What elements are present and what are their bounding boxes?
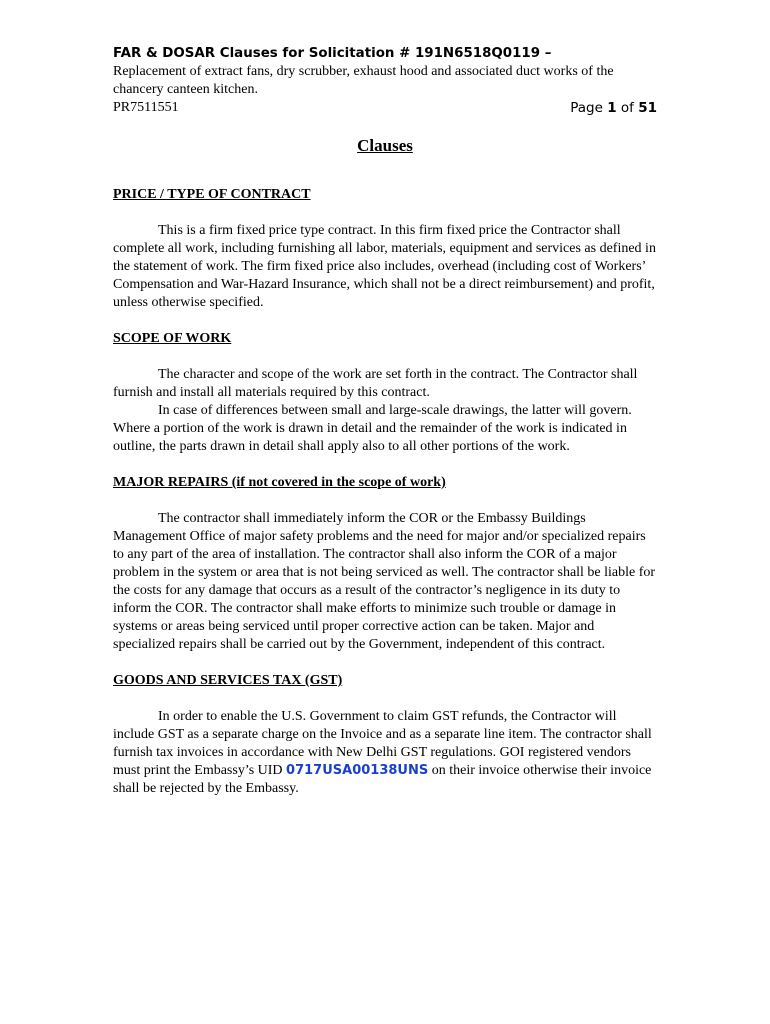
page-total: 51 [638, 100, 657, 116]
gst-text-before: In order to enable the U.S. Government to claim GST refunds, the Contractor will include GST as a separate charge on the Invoice and as a separate line item. The contractor shall furnish tax invoices in accordance with New Delhi GST regulations. GOI registered vendors must print the Embassy’s UID [113, 709, 652, 778]
embassy-uid: 0717USA00138UNS [286, 763, 429, 778]
document-title: Clauses [357, 136, 413, 155]
paragraph-scope-2: In case of differences between small and large-scale drawings, the latter will govern. Where a portion of the work is drawn in detail and the remainder of the work is indicated in outline, the parts drawn in detail shall apply also to all other portions of the work. [113, 403, 632, 454]
section-heading-gst: GOODS AND SERVICES TAX (GST) [113, 673, 343, 688]
header-subtitle: Replacement of extract fans, dry scrubber, exhaust hood and associated duct works of the chancery canteen kitchen. [113, 64, 614, 97]
pr-number: PR7511551 [113, 100, 179, 115]
paragraph-scope-1: The character and scope of the work are set forth in the contract. The Contractor shall furnish and install all materials required by this contract. [113, 367, 638, 400]
section-heading-scope-of-work: SCOPE OF WORK [113, 331, 232, 346]
page-prefix: Page [570, 100, 608, 116]
page-number [570, 99, 657, 117]
paragraph-gst [113, 708, 657, 798]
section-heading-major-repairs: MAJOR REPAIRS (if not covered in the scope of work) [113, 475, 446, 490]
paragraph-price-type: This is a firm fixed price type contract. In this firm fixed price the Contractor shall complete all work, including furnishing all labor, materials, equipment and services as defined in the statement of work. The firm fixed price also includes, overhead (including cost of Workers’ Compensation and War-Hazard Insurance, which shall not be a direct reimbursement) and profit, unless otherwise specified. [113, 223, 656, 310]
paragraph-major-repairs: The contractor shall immediately inform the COR or the Embassy Buildings Management Office of major safety problems and the need for major and/or specialized repairs to any part of the area of installation. The contractor shall also inform the COR of a major problem in the system or area that is not being serviced as well. The contractor shall be liable for the costs for any damage that occurs as a result of the contractor’s negligence in its duty to inform the COR. The contractor shall make efforts to minimize such trouble or damage in systems or areas being serviced until proper corrective action can be taken. Major and specialized repairs shall be carried out by the Government, independent of this contract. [113, 511, 656, 652]
document-page [113, 44, 657, 798]
section-heading-price-type: PRICE / TYPE OF CONTRACT [113, 187, 311, 202]
header-row [113, 99, 657, 117]
gst-text-after: on their invoice otherwise their invoice shall be rejected by the Embassy. [113, 763, 652, 796]
header-title: FAR & DOSAR Clauses for Solicitation # 191N6518Q0119 – [113, 46, 552, 61]
page-of: of [616, 100, 639, 116]
page-current: 1 [607, 100, 617, 116]
